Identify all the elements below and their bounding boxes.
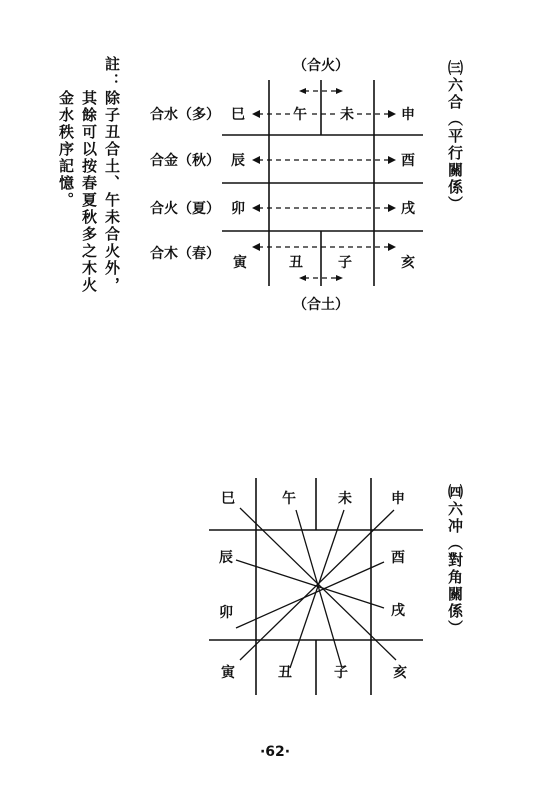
liuhe-branch-you: 酉 [401, 153, 415, 169]
liuchong-branch-mao: 卯 [219, 605, 233, 621]
liuhe-branch-shen: 申 [401, 107, 415, 123]
liuhe-branch-chen: 辰 [231, 153, 245, 169]
liuhe-branch-chou: 丑 [289, 255, 303, 271]
liuhe-branch-mao: 卯 [231, 201, 245, 217]
section-4-title: ㈣六冲（對角關係） [446, 484, 464, 637]
liuchong-branch-si: 巳 [221, 491, 235, 507]
liuchong-branch-xu: 戌 [391, 603, 405, 619]
liuhe-branch-hai: 亥 [401, 255, 415, 271]
liuchong-branch-hai: 亥 [393, 665, 407, 681]
note-column-1: 註：除子丑合土、午未合火外， [103, 56, 121, 294]
page-number: ·62· [259, 744, 291, 760]
liuhe-branch-si: 巳 [231, 107, 245, 123]
liuhe-side-label-water: 合水（多） [150, 107, 220, 123]
liuhe-branch-zi: 子 [338, 255, 352, 271]
liuhe-branch-xu: 戌 [401, 201, 415, 217]
liuhe-branch-yin: 寅 [233, 255, 247, 271]
liuhe-branch-wu: 午 [291, 104, 309, 124]
liuchong-branch-chou: 丑 [278, 665, 292, 681]
liuchong-branch-shen: 申 [391, 491, 405, 507]
section-3-title: ㈢六合（平行關係） [446, 60, 464, 213]
liuchong-branch-wei: 未 [338, 491, 352, 507]
liuchong-branch-zi: 子 [334, 665, 348, 681]
liuchong-branch-chen: 辰 [219, 550, 233, 566]
note-column-2: 其餘可以按春夏秋多之木火 [80, 90, 98, 294]
liuhe-side-label-metal: 合金（秋） [150, 153, 220, 169]
liuhe-top-label: （合火） [293, 58, 349, 74]
liuchong-branch-you: 酉 [391, 550, 405, 566]
liuhe-branch-wei: 未 [338, 104, 356, 124]
note-column-3: 金水秩序記憶。 [57, 90, 75, 209]
liuchong-branch-wu: 午 [282, 491, 296, 507]
liuhe-bottom-label: （合土） [293, 297, 349, 313]
liuhe-side-label-wood: 合木（春） [150, 246, 220, 262]
liuchong-branch-yin: 寅 [221, 665, 235, 681]
liuhe-side-label-fire: 合火（夏） [150, 201, 220, 217]
